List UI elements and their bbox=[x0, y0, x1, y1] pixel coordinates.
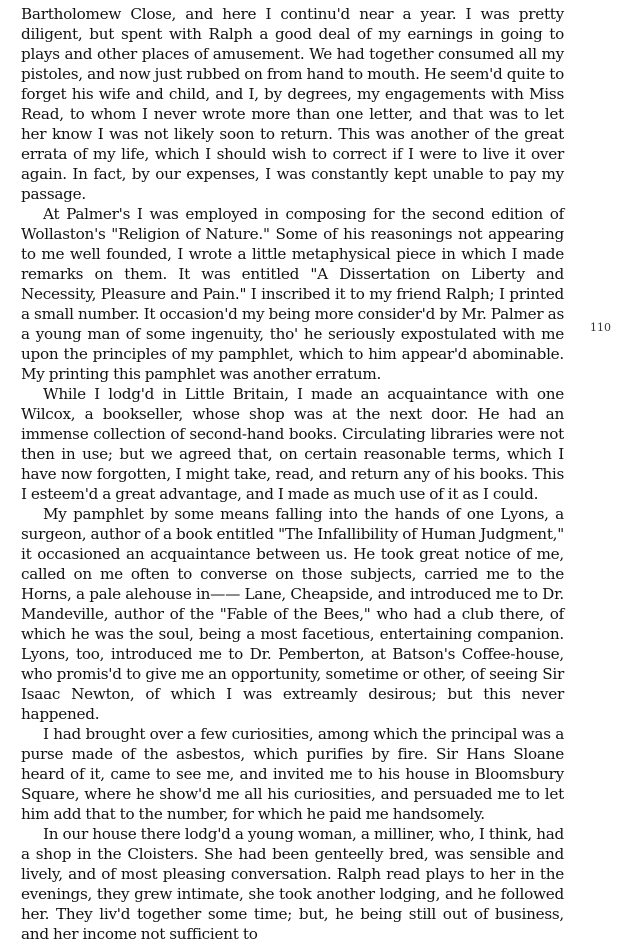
text-column bbox=[21, 4, 564, 944]
paragraph-continuation: Bartholomew Close, and here I continu'd near a year. I was pretty diligent, but spent with Ralph a good deal of my earnings in going to plays and other places of amusement. We had together consumed all my pistoles, and now just rubbed on from hand to mouth. He seem'd quite to forget his wife and child, and I, by degrees, my engagements with Miss Read, to whom I never wrote more than one letter, and that was to let her know I was not likely soon to return. This was another of the great errata of my life, which I should wish to correct if I were to live it over again. In fact, by our expenses, I was constantly kept unable to pay my passage. bbox=[21, 5, 564, 203]
paragraph-little-britain: While I lodg'd in Little Britain, I made an acquaintance with one Wilcox, a bookseller, whose shop was at the next door. He had an immense collection of second-hand books. Circulating libraries were not then in use; but we agreed that, on certain reasonable terms, which I have now forgotten, I might take, read, and return any of his books. This I esteem'd a great advantage, and I made as much use of it as I could. bbox=[21, 385, 564, 503]
paragraph-lyons: My pamphlet by some means falling into the hands of one Lyons, a surgeon, author of a book entitled "The Infallibility of Human Judgment," it occasioned an acquaintance between us. He took great notice of me, called on me often to converse on those subjects, carried me to the Horns, a pale alehouse in—— Lane, Cheapside, and introduced me to Dr. Mandeville, author of the "Fable of the Bees," who had a club there, of which he was the soul, being a most facetious, entertaining companion. Lyons, too, introduced me to Dr. Pemberton, at Batson's Coffee-house, who promis'd to give me an opportunity, sometime or other, of seeing Sir Isaac Newton, of which I was extreamly desirous; but this never happened. bbox=[21, 505, 564, 723]
paragraph-milliner: In our house there lodg'd a young woman, a milliner, who, I think, had a shop in the Cloisters. She had been genteelly bred, was sensible and lively, and of most pleasing conversation. Ralph read plays to her in the evenings, they grew intimate, she took another lodging, and he followed her. They liv'd together some time; but, he being still out of business, and her income not sufficient to bbox=[21, 825, 564, 943]
paragraph-palmers: At Palmer's I was employed in composing for the second edition of Wollaston's "Religion of Nature." Some of his reasonings not appearing to me well founded, I wrote a little metaphysical piece in which I made remarks on them. It was entitled "A Dissertation on Liberty and Necessity, Pleasure and Pain." I inscribed it to my friend Ralph; I printed a small number. It occasion'd my being more consider'd by Mr. Palmer as a young man of some ingenuity, tho' he seriously expostulated with me upon the principles of my pamphlet, which to him appear'd abominable. My printing this pamphlet was another erratum. bbox=[21, 205, 564, 383]
page-number: 110 bbox=[590, 321, 611, 334]
paragraph-curiosities: I had brought over a few curiosities, among which the principal was a purse made of the asbestos, which purifies by fire. Sir Hans Sloane heard of it, came to see me, and invited me to his house in Bloomsbury Square, where he show'd me all his curiosities, and persuaded me to let him add that to the number, for which he paid me handsomely. bbox=[21, 725, 564, 823]
